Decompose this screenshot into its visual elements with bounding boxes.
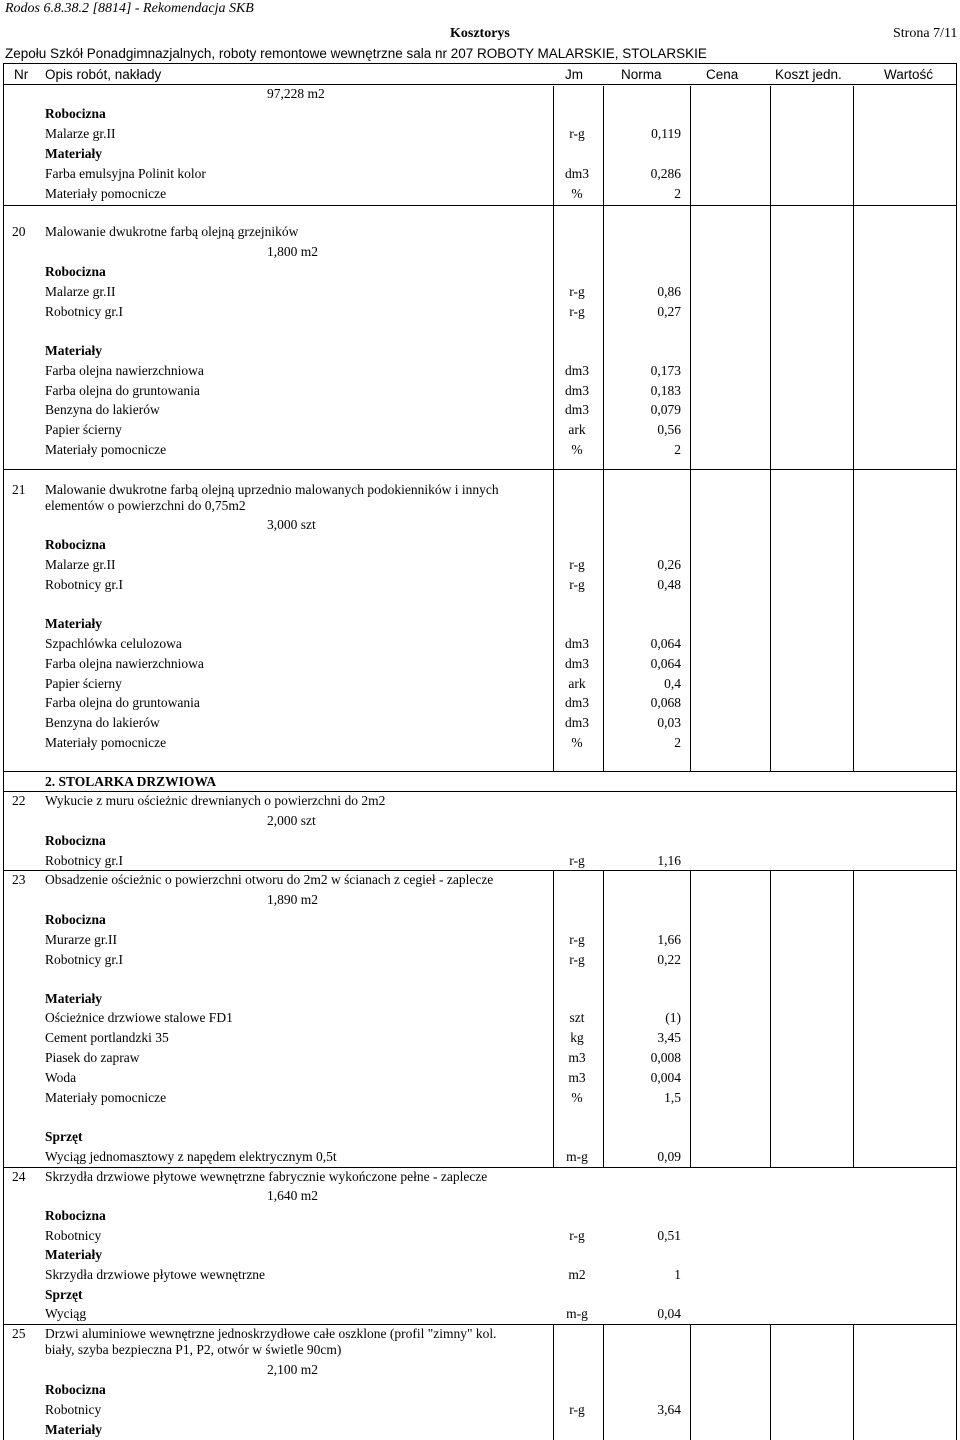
row-unit: r-g [569,304,585,319]
row-unit: m2 [568,1267,586,1282]
item-quantity: 2,100 m2 [267,1362,319,1377]
row-description: Cement portlandzki 35 [45,1030,169,1045]
header-bottom-border [3,84,957,85]
row-norm: 0,004 [650,1070,681,1085]
column-divider [853,1324,854,1440]
row-unit: kg [570,1030,584,1045]
col-header-norm: Norma [621,67,662,82]
row-separator [3,771,957,772]
row-norm: 3,45 [657,1030,681,1045]
item-number: 23 [12,872,26,887]
row-norm: 0,068 [650,695,681,710]
row-description: Benzyna do lakierów [45,402,160,417]
row-description: Malarze gr.II [45,126,116,141]
row-norm: 0,4 [664,676,681,691]
row-unit: r-g [569,853,585,868]
resource-group-label: Robocizna [45,1382,106,1397]
item-quantity: 3,000 szt [267,517,316,532]
row-unit: m-g [566,1306,588,1321]
row-description: Materiały pomocnicze [45,442,167,457]
column-divider [690,205,691,469]
row-norm: 0,56 [657,422,681,437]
row-norm: 0,183 [650,383,681,398]
row-unit: szt [569,1010,585,1025]
row-norm: 0,09 [657,1149,681,1164]
column-divider [690,86,691,206]
row-norm: 1 [674,1267,681,1282]
column-divider [690,870,691,1167]
row-norm: 0,48 [657,577,681,592]
row-separator [3,1324,957,1325]
row-description: Farba olejna do gruntowania [45,383,200,398]
resource-group-label: Robocizna [45,1208,106,1223]
column-divider [553,1324,554,1440]
app-title: Rodos 6.8.38.2 [8814] - Rekomendacja SKB [5,1,254,16]
col-header-price: Cena [706,67,739,82]
row-description: Benzyna do lakierów [45,715,160,730]
row-unit: r-g [569,1402,585,1417]
column-divider [690,469,691,772]
column-divider [603,1324,604,1440]
item-number: 25 [12,1326,26,1341]
row-unit: ark [568,676,586,691]
row-unit: % [571,1090,583,1105]
row-norm: 3,64 [657,1402,681,1417]
item-quantity: 1,640 m2 [267,1188,319,1203]
row-unit: dm3 [564,636,589,651]
row-norm: 1,66 [657,932,681,947]
resource-group-label: Sprzęt [45,1129,83,1144]
resource-group-label: Materiały [45,146,102,161]
row-unit: r-g [569,284,585,299]
column-divider [853,469,854,772]
row-unit: dm3 [564,166,589,181]
row-norm: 2 [674,442,681,457]
resource-group-label: Materiały [45,1422,102,1437]
row-separator [3,870,957,871]
column-divider [770,1324,771,1440]
row-description: Robotnicy gr.I [45,952,123,967]
row-norm: 0,079 [650,402,681,417]
row-norm: 0,008 [650,1050,681,1065]
row-description: Farba emulsyjna Polinit kolor [45,166,206,181]
column-divider [853,86,854,206]
row-description: Robotnicy gr.I [45,304,123,319]
col-header-unit-cost: Koszt jedn. [775,67,842,82]
column-divider [853,870,854,1167]
item-quantity: 97,228 m2 [267,86,325,101]
row-unit: r-g [569,1228,585,1243]
row-description: Malarze gr.II [45,284,116,299]
row-unit: % [571,735,583,750]
row-description: elementów o powierzchni do 0,75m2 [45,498,246,513]
row-description: Ościeżnice drzwiowe stalowe FD1 [45,1010,233,1025]
row-description: Malowanie dwukrotne farbą olejną grzejników [45,224,299,239]
table-top-border [3,63,957,64]
row-norm: 0,064 [650,636,681,651]
row-description: Robotnicy gr.I [45,853,123,868]
row-unit: m3 [568,1050,586,1065]
item-number: 20 [12,224,26,239]
row-unit: dm3 [564,695,589,710]
item-number: 22 [12,793,26,808]
row-description: Szpachlówka celulozowa [45,636,182,651]
row-unit: m-g [566,1149,588,1164]
row-description: Murarze gr.II [45,932,117,947]
row-norm: (1) [665,1010,681,1025]
row-description: Materiały pomocnicze [45,186,167,201]
resource-group-label: Materiały [45,991,102,1006]
column-divider [770,469,771,772]
row-description: Farba olejna do gruntowania [45,695,200,710]
row-norm: 0,27 [657,304,681,319]
resource-group-label: Robocizna [45,264,106,279]
section-heading: 2. STOLARKA DRZWIOWA [45,774,217,789]
row-unit: dm3 [564,363,589,378]
row-unit: dm3 [564,715,589,730]
row-norm: 0,286 [650,166,681,181]
row-description: Materiały pomocnicze [45,735,167,750]
row-unit: r-g [569,577,585,592]
row-description: Materiały pomocnicze [45,1090,167,1105]
row-description: Farba olejna nawierzchniowa [45,363,204,378]
row-norm: 1,5 [664,1090,681,1105]
row-unit: dm3 [564,402,589,417]
row-description: Papier ścierny [45,676,122,691]
row-description: Piasek do zapraw [45,1050,140,1065]
row-norm: 0,51 [657,1228,681,1243]
row-unit: m3 [568,1070,586,1085]
row-norm: 0,26 [657,557,681,572]
document-subtitle: Zepołu Szkół Ponadgimnazjalnych, roboty remontowe wewnętrzne sala nr 207 ROBOTY MALARSKIE, STOLARSKIE [5,46,707,61]
row-unit: ark [568,422,586,437]
row-description: Wykucie z muru ościeżnic drewnianych o powierzchni do 2m2 [45,793,386,808]
item-number: 24 [12,1169,26,1184]
resource-group-label: Materiały [45,343,102,358]
table-right-border [956,63,957,1440]
row-norm: 0,173 [650,363,681,378]
row-separator [3,791,957,792]
row-unit: r-g [569,126,585,141]
col-header-value: Wartość [884,67,934,82]
row-unit: r-g [569,932,585,947]
col-header-nr: Nr [14,67,29,82]
row-norm: 0,22 [657,952,681,967]
document-title: Kosztorys [450,26,510,41]
row-description: Robotnicy gr.I [45,577,123,592]
row-description: Robotnicy [45,1228,102,1243]
column-divider [853,205,854,469]
column-divider [770,86,771,206]
page-number: Strona 7/11 [893,26,958,41]
row-description: biały, szyba bezpieczna P1, P2, otwór w świetle 90cm) [45,1342,342,1357]
col-header-unit: Jm [565,67,583,82]
row-description: Wyciąg jednomasztowy z napędem elektrycznym 0,5t [45,1149,337,1164]
resource-group-label: Sprzęt [45,1287,83,1302]
column-divider [770,205,771,469]
row-norm: 1,16 [657,853,681,868]
row-norm: 0,119 [651,126,681,141]
row-separator [3,469,957,470]
row-norm: 2 [674,186,681,201]
resource-group-label: Robocizna [45,106,106,121]
column-divider [690,1324,691,1440]
row-description: Papier ścierny [45,422,122,437]
row-unit: % [571,442,583,457]
row-norm: 2 [674,735,681,750]
row-norm: 0,03 [657,715,681,730]
resource-group-label: Materiały [45,1247,102,1262]
col-header-description: Opis robót, nakłady [45,67,162,82]
row-description: Skrzydła drzwiowe płytowe wewnętrzne fabrycznie wykończone pełne - zaplecze [45,1169,488,1184]
row-description: Malowanie dwukrotne farbą olejną uprzednio malowanych podokienników i innych [45,482,499,497]
item-quantity: 2,000 szt [267,813,316,828]
row-description: Drzwi aluminiowe wewnętrzne jednoskrzydłowe całe oszklone (profil "zimny" kol. [45,1326,497,1341]
resource-group-label: Robocizna [45,912,106,927]
item-quantity: 1,890 m2 [267,892,319,907]
row-description: Malarze gr.II [45,557,116,572]
row-norm: 0,064 [650,656,681,671]
row-unit: % [571,186,583,201]
row-description: Obsadzenie ościeżnic o powierzchni otworu do 2m2 w ścianach z cegieł - zaplecze [45,872,494,887]
row-unit: r-g [569,952,585,967]
resource-group-label: Materiały [45,616,102,631]
column-divider [770,870,771,1167]
row-description: Skrzydła drzwiowe płytowe wewnętrzne [45,1267,266,1282]
row-norm: 0,04 [657,1306,681,1321]
item-number: 21 [12,482,26,497]
resource-group-label: Robocizna [45,833,106,848]
row-description: Wyciąg [45,1306,87,1321]
row-unit: dm3 [564,383,589,398]
table-left-border [3,63,4,1440]
row-separator [3,205,957,206]
row-description: Woda [45,1070,77,1085]
row-norm: 0,86 [657,284,681,299]
row-unit: dm3 [564,656,589,671]
row-separator [3,1167,957,1168]
resource-group-label: Robocizna [45,537,106,552]
row-description: Robotnicy [45,1402,102,1417]
row-description: Farba olejna nawierzchniowa [45,656,204,671]
item-quantity: 1,800 m2 [267,244,319,259]
row-unit: r-g [569,557,585,572]
